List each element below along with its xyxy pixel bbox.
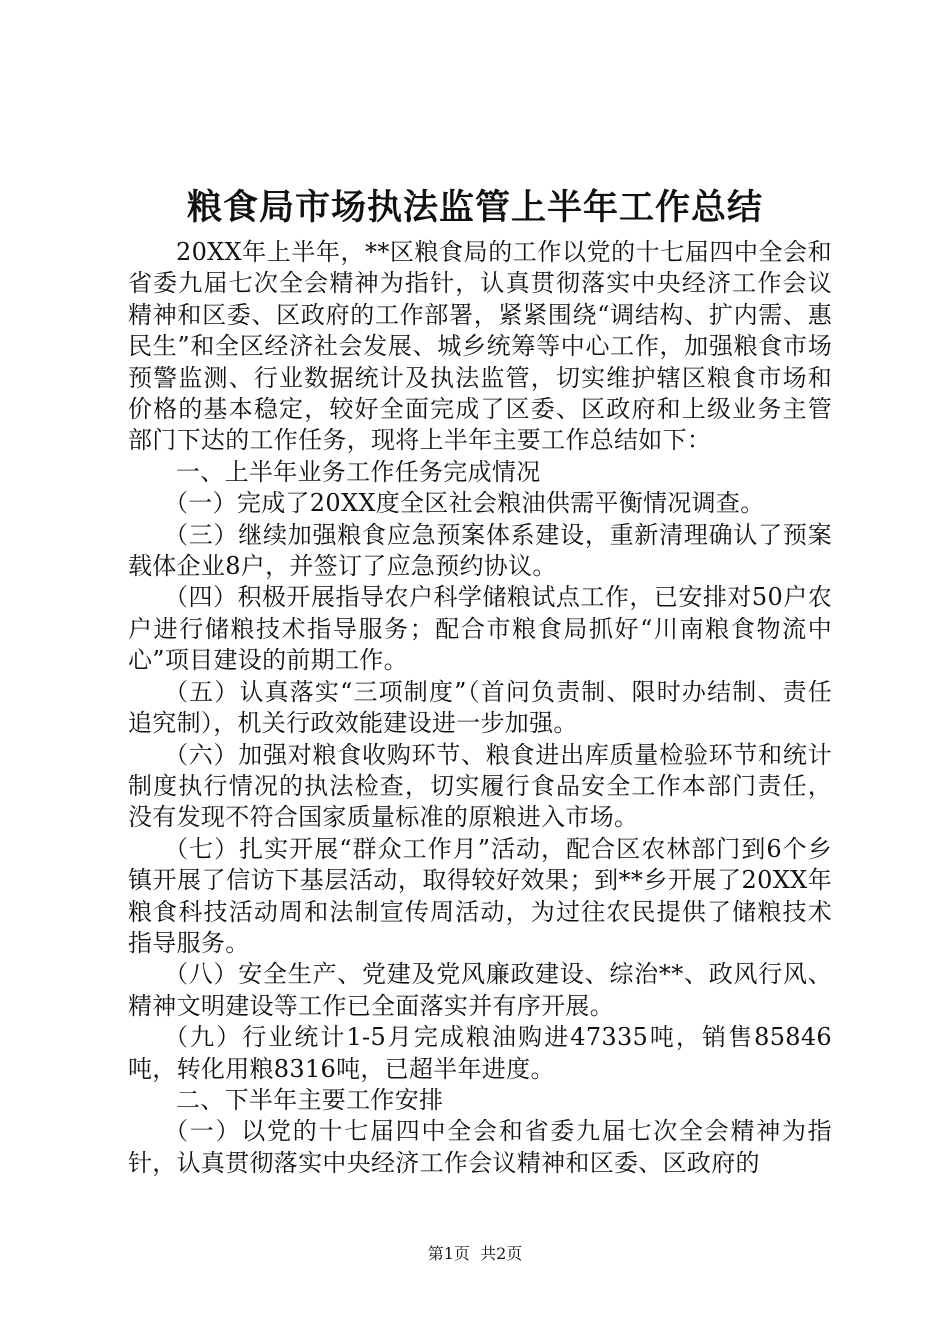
intro-paragraph: 20XX年上半年，**区粮食局的工作以党的十七届四中全会和省委九届七次全会精神为指针，认真贯彻落实中央经济工作会议精神和区委、区政府的工作部署，紧紧围绕“调结构、扩内需、惠民生”和全区经济社会发展、城乡统筹等中心工作，加强粮食市场预警监测、行业数据统计及执法监管，切实维护辖区粮食市场和价格的基本稳定，较好全面完成了区委、区政府和上级业务主管部门下达的工作任务，现将上半年主要工作总结如下： [128,238,832,455]
page-footer [0,1243,950,1265]
list-item: （八）安全生产、党建及党风廉政建设、综治**、政风行风、精神文明建设等工作已全面落实并有序开展。 [128,960,832,1020]
page-number: 第1页 [427,1244,470,1263]
list-item: （一）完成了20XX度全区社会粮油供需平衡情况调查。 [164,489,765,518]
list-item: （七）扎实开展“群众工作月”活动，配合区农林部门到6个乡镇开展了信访下基层活动，取得较好效果；到**乡开展了20XX年粮食科技活动周和法制宣传周活动，为过往农民提供了储粮技术指导服务。 [128,834,832,957]
list-item: （四）积极开展指导农户科学储粮试点工作，已安排对50户农户进行储粮技术指导服务；配合市粮食局抓好“川南粮食物流中心”项目建设的前期工作。 [128,583,832,675]
document-body [128,237,832,1179]
list-item: （三）继续加强粮食应急预案体系建设，重新清理确认了预案载体企业8户，并签订了应急预约协议。 [128,520,832,581]
page-total: 共2页 [480,1244,523,1263]
list-item: （九）行业统计1-5月完成粮油购进47335吨，销售85846吨，转化用粮8316吨，已超半年进度。 [128,1023,832,1083]
document-title: 粮食局市场执法监管上半年工作总结 [186,187,763,228]
list-item: （五）认真落实“三项制度”（首问负责制、限时办结制、责任追究制），机关行政效能建设进一步加强。 [128,677,832,738]
list-item: （六）加强对粮食收购环节、粮食进出库质量检验环节和统计制度执行情况的执法检查，切实履行食品安全工作本部门责任，没有发现不符合国家质量标准的原粮进入市场。 [128,740,832,832]
list-item: （一）以党的十七届四中全会和省委九届七次全会精神为指针，认真贯彻落实中央经济工作会议精神和区委、区政府的 [128,1117,832,1177]
section-heading-1: 一、上半年业务工作任务完成情况 [176,457,541,486]
section-heading-2: 二、下半年主要工作安排 [176,1085,444,1114]
